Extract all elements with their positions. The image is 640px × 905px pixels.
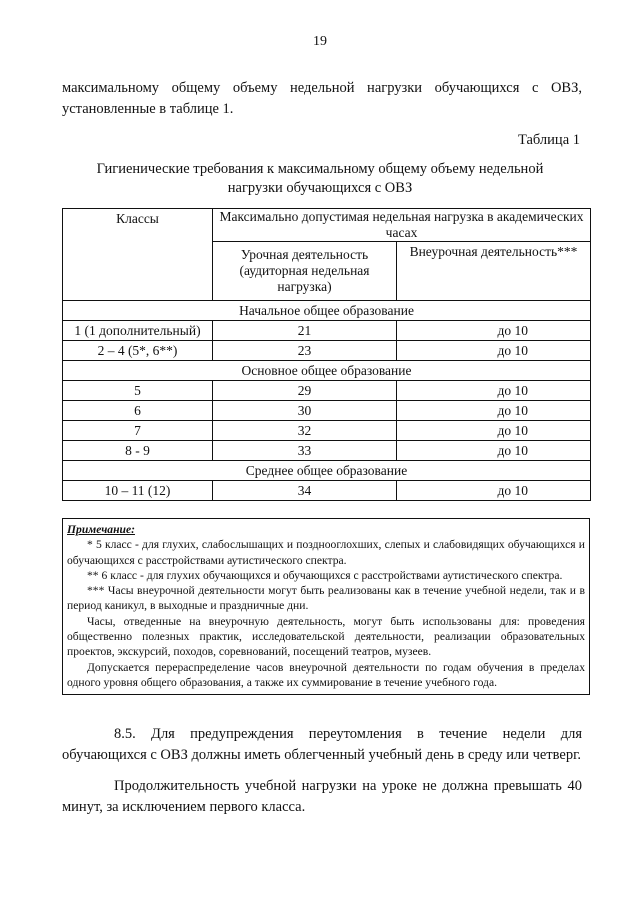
cell-classroom-hours: 21 (213, 321, 397, 341)
cell-extracurricular-hours: до 10 (397, 481, 591, 501)
note-item: *** Часы внеурочной деятельности могут быть реализованы как в течение учебной недели, так и в период каникул, в выходные и праздничные дни. (67, 584, 585, 613)
section-title: Основное общее образование (63, 361, 591, 381)
cell-extracurricular-hours: до 10 (397, 401, 591, 421)
cell-class: 7 (63, 421, 213, 441)
table-row (63, 321, 591, 341)
cell-classroom-hours: 33 (213, 441, 397, 461)
intro-paragraph: максимальному общему объему недельной нагрузки обучающихся с ОВЗ, установленные в таблице 1. (62, 80, 582, 117)
table-note (62, 518, 590, 695)
note-title: Примечание: (67, 523, 135, 536)
header-max-load: Максимально допустимая недельная нагрузка в академических часах (213, 209, 591, 242)
note-item: ** 6 класс - для глухих обучающихся и обучающихся с расстройствами аутистического спектра. (87, 568, 563, 582)
cell-class: 1 (1 дополнительный) (63, 321, 213, 341)
cell-classroom-hours: 23 (213, 341, 397, 361)
paragraph-lesson-duration: Продолжительность учебной нагрузки на уроке не должна превышать 40 минут, за исключением первого класса. (62, 778, 582, 815)
page-number: 19 (313, 34, 327, 49)
section-title: Начальное общее образование (63, 301, 591, 321)
cell-classroom-hours: 30 (213, 401, 397, 421)
table-heading: Гигиенические требования к максимальному общему объему недельной нагрузки обучающихся с ОВЗ (96, 161, 544, 196)
cell-extracurricular-hours: до 10 (397, 421, 591, 441)
table-row (63, 421, 591, 441)
table-row (63, 481, 591, 501)
table-caption: Таблица 1 (517, 132, 580, 148)
table-row (63, 381, 591, 401)
cell-extracurricular-hours: до 10 (397, 341, 591, 361)
cell-class: 10 – 11 (12) (63, 481, 213, 501)
note-item: * 5 класс - для глухих, слабослышащих и позднооглохших, слепых и слабовидящих обучающихся и обучающихся с расстройствами аутистического спектра. (67, 538, 585, 567)
cell-classroom-hours: 29 (213, 381, 397, 401)
table-row (63, 441, 591, 461)
header-classes: Классы (63, 209, 213, 301)
section-title: Среднее общее образование (63, 461, 591, 481)
cell-extracurricular-hours: до 10 (397, 441, 591, 461)
note-item: Допускается перераспределение часов внеурочной деятельности по годам обучения в пределах одного уровня общего образования, а также их суммирование в течение учебного года. (67, 660, 585, 689)
cell-class: 2 – 4 (5*, 6**) (63, 341, 213, 361)
table-row (63, 401, 591, 421)
cell-class: 6 (63, 401, 213, 421)
cell-classroom-hours: 34 (213, 481, 397, 501)
note-item: Часы, отведенные на внеурочную деятельность, могут быть использованы для: проведения общественно полезных практик, исследовательской деятельности, реализации образовательных проектов, экскурсий, походов, соревнований, посещений театров, музеев. (67, 614, 585, 659)
cell-class: 8 - 9 (63, 441, 213, 461)
cell-class: 5 (63, 381, 213, 401)
header-classroom-activity: Урочная деятельность (аудиторная недельная нагрузка) (213, 242, 397, 301)
header-extracurricular-activity: Внеурочная деятельность*** (397, 242, 591, 301)
table-row (63, 341, 591, 361)
cell-classroom-hours: 32 (213, 421, 397, 441)
paragraph-8-5: 8.5. Для предупреждения переутомления в течение недели для обучающихся с ОВЗ должны иметь облегченный учебный день в среду или четверг. (62, 726, 582, 763)
cell-extracurricular-hours: до 10 (397, 321, 591, 341)
load-table (62, 208, 591, 501)
cell-extracurricular-hours: до 10 (397, 381, 591, 401)
